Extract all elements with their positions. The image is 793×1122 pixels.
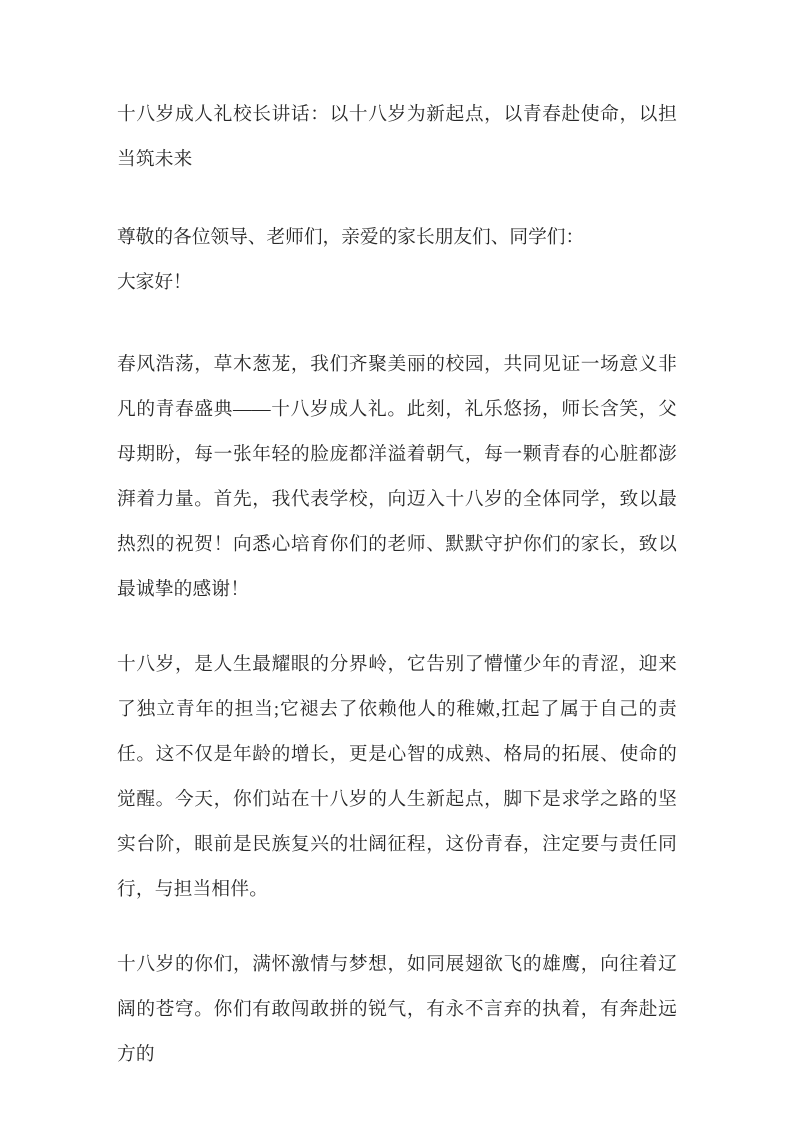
paragraph: 十八岁的你们，满怀激情与梦想，如同展翅欲飞的雄鹰，向往着辽阔的苍穹。你们有敢闯敢拼的锐气，有永不言弃的执着，有奔赴远方的: [117, 954, 677, 1065]
paragraph: 十八岁，是人生最耀眼的分界岭，它告别了懵懂少年的青涩，迎来了独立青年的担当;它褪去了依赖他人的稚嫩,扛起了属于自己的责任。这不仅是年龄的增长，更是心智的成熟、格局的拓展、使命的觉醒。今天，你们站在十八岁的人生新起点，脚下是求学之路的坚实台阶，眼前是民族复兴的壮阔征程，这份青春，注定要与责任同行，与担当相伴。: [117, 654, 677, 900]
document-body: [117, 342, 677, 1077]
greeting-line: 大家好！: [117, 272, 192, 293]
paragraph: 春风浩荡，草木葱茏，我们齐聚美丽的校园，共同见证一场意义非凡的青春盛典——十八岁成人礼。此刻，礼乐悠扬，师长含笑，父母期盼，每一张年轻的脸庞都洋溢着朝气，每一颗青春的心脏都澎湃着力量。首先，我代表学校，向迈入十八岁的全体同学，致以最热烈的祝贺！向悉心培育你们的老师、默默守护你们的家长，致以最诚挚的感谢！: [117, 354, 677, 600]
salutation-line: 尊敬的各位领导、老师们，亲爱的家长朋友们、同学们：: [117, 227, 585, 248]
document-title: 十八岁成人礼校长讲话：以十八岁为新起点，以青春赴使命，以担当筑未来: [117, 104, 677, 170]
